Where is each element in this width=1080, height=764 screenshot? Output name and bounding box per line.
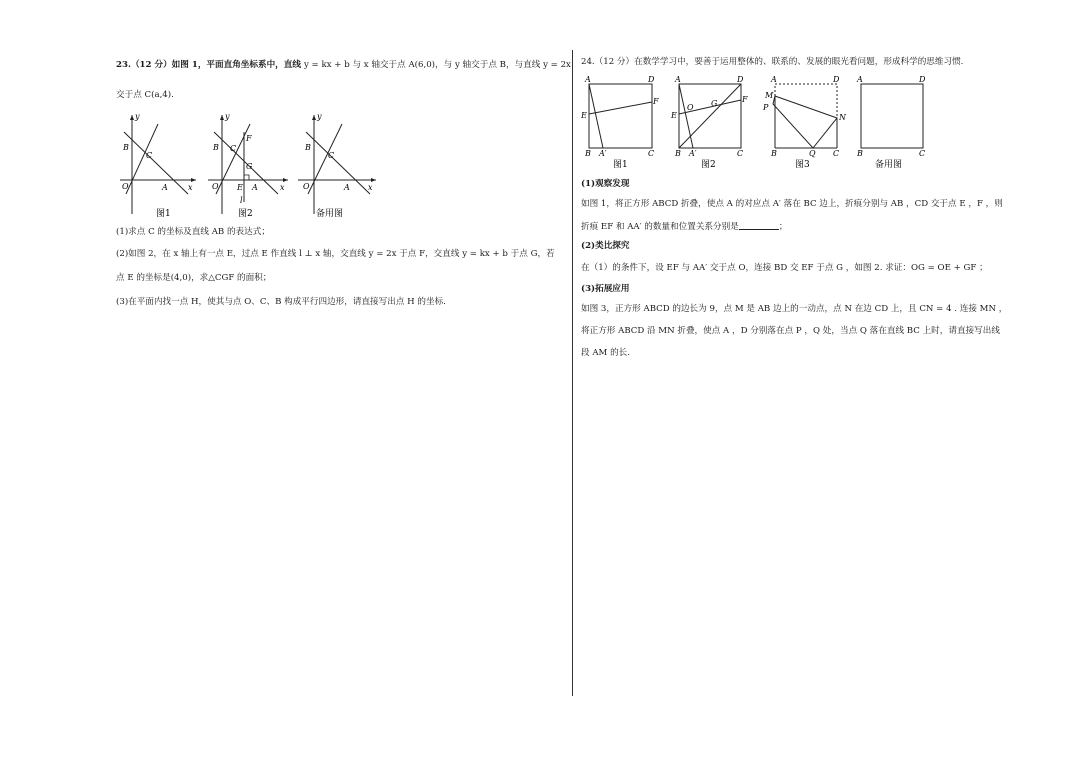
- label-b: B: [585, 149, 591, 158]
- label-b: B: [771, 149, 777, 158]
- label-n: N: [839, 113, 846, 122]
- line-ab: [306, 132, 370, 194]
- folded-shape-mpqn: [773, 96, 837, 148]
- q24-section2-title: (2)类比探究: [581, 241, 630, 251]
- label-y: y: [225, 112, 230, 121]
- label-e: E: [237, 183, 243, 192]
- label-f: F: [742, 95, 748, 104]
- x-axis-arrow-icon: [191, 178, 196, 182]
- line-y-2x: [126, 124, 158, 194]
- label-c: C: [146, 151, 153, 160]
- fold-line-ef: [589, 102, 652, 114]
- label-b: B: [123, 143, 129, 152]
- answer-blank[interactable]: [739, 220, 779, 230]
- caption: 备用图: [875, 160, 903, 170]
- line-y-2x: [308, 124, 342, 194]
- label-c: C: [737, 149, 744, 158]
- caption: 备用图: [316, 209, 344, 219]
- label-d: D: [648, 75, 655, 84]
- line-y-2x: [216, 124, 250, 194]
- label-a: A: [344, 183, 350, 192]
- label-m: M: [765, 91, 774, 100]
- q24-line1: 24.（12 分）在数学学习中，要善于运用整体的、联系的、发展的眼光看问题，形成科学的思维习惯.: [581, 57, 964, 67]
- caption: 图3: [795, 160, 810, 170]
- label-c: C: [648, 149, 655, 158]
- label-y: y: [135, 112, 140, 121]
- q23-part2-line1: (2)如图 2，在 x 轴上有一点 E，过点 E 作直线 l ⊥ x 轴，交直线 y = 2x 于点 F，交直线 y = kx + b 于点 G，若: [116, 249, 555, 259]
- q24-backup-figure: [853, 70, 933, 172]
- label-x: x: [280, 183, 285, 192]
- square-abcd: [861, 84, 923, 148]
- q24-figure-3: [761, 70, 851, 172]
- y-axis-arrow-icon: [220, 115, 224, 120]
- label-e: E: [671, 111, 677, 120]
- label-o: O: [687, 103, 694, 112]
- segment-aa-prime: [589, 84, 603, 148]
- q24-section3-line3: 段 AM 的长.: [581, 348, 630, 358]
- y-axis-arrow-icon: [130, 115, 134, 120]
- q24-section3-title: (3)拓展应用: [581, 284, 630, 294]
- label-g: G: [246, 162, 253, 171]
- label-d: D: [833, 75, 840, 84]
- segment-aa-prime: [679, 84, 693, 148]
- label-a: A: [162, 183, 168, 192]
- caption: 图1: [613, 160, 628, 170]
- caption: 图2: [701, 160, 716, 170]
- q23-figure-1: [116, 110, 198, 220]
- q23-equation: y = kx + b: [303, 60, 350, 70]
- caption: 图1: [156, 209, 171, 219]
- q23-part2-line2: 点 E 的坐标是(4,0)，求△CGF 的面积；: [116, 273, 272, 283]
- label-c: C: [328, 151, 335, 160]
- label-a-prime: A′: [599, 149, 607, 158]
- diagonal-bd: [679, 84, 741, 148]
- label-b: B: [213, 143, 219, 152]
- label-e: E: [581, 111, 587, 120]
- x-axis-arrow-icon: [283, 178, 288, 182]
- caption: 图2: [238, 209, 253, 219]
- line-ab: [124, 132, 188, 194]
- label-b: B: [675, 149, 681, 158]
- label-b: B: [305, 143, 311, 152]
- q24-figure-1: [581, 70, 663, 172]
- label-p: P: [763, 103, 769, 112]
- q24-section3-line1: 如图 3，正方形 ABCD 的边长为 9，点 M 是 AB 边上的一动点，点 N 在边 CD 上，且 CN = 4 . 连接 MN ，: [581, 304, 1008, 314]
- q24-figure-2: [671, 70, 753, 172]
- label-a: A: [252, 183, 258, 192]
- q23-part1: (1)求点 C 的坐标及直线 AB 的表达式；: [116, 227, 270, 237]
- q24-section1-line2: 折痕 EF 和 AA′ 的数量和位置关系分别是 ；: [581, 222, 788, 232]
- label-o: O: [303, 182, 310, 191]
- q23-backup-figure: [294, 110, 378, 220]
- x-axis-arrow-icon: [371, 178, 376, 182]
- q23-line1: 23.（12 分）如图 1，平面直角坐标系中，直线 y = kx + b 与 x 轴交于点 A(6,0)，与 y 轴交于点 B，与直线 y = 2x: [116, 60, 571, 70]
- label-f: F: [653, 97, 659, 106]
- label-a: A: [771, 75, 777, 84]
- label-o: O: [122, 182, 129, 191]
- label-l: l: [240, 196, 243, 205]
- label-d: D: [737, 75, 744, 84]
- label-g: G: [711, 99, 718, 108]
- square-abcd: [589, 84, 652, 148]
- q24-section1-title: (1)观察发现: [581, 179, 630, 189]
- q24-section2-line1: 在（1）的条件下，设 EF 与 AA′ 交于点 O，连接 BD 交 EF 于点 G ，如图 2. 求证：OG = OE + GF ；: [581, 263, 988, 273]
- label-o: O: [212, 182, 219, 191]
- label-a: A: [857, 75, 863, 84]
- label-q: Q: [809, 149, 816, 158]
- label-c: C: [833, 149, 840, 158]
- label-d: D: [919, 75, 926, 84]
- q23-line2: 交于点 C(a,4).: [116, 90, 174, 100]
- label-x: x: [188, 183, 193, 192]
- q24-section3-line2: 将正方形 ABCD 沿 MN 折叠，使点 A ，D 分别落在点 P ，Q 处，当点 Q 落在直线 BC 上时，请直接写出线: [581, 326, 1000, 336]
- column-divider: [572, 50, 573, 696]
- label-b: B: [857, 149, 863, 158]
- right-angle-mark: [244, 175, 249, 180]
- q24-section1-line1: 如图 1，将正方形 ABCD 折叠，使点 A 的对应点 A′ 落在 BC 边上，折痕分别与 AB ，CD 交于点 E ，F ，则: [581, 199, 1003, 209]
- label-y: y: [317, 112, 322, 121]
- label-a-prime: A′: [689, 149, 697, 158]
- y-axis-arrow-icon: [312, 115, 316, 120]
- label-a: A: [675, 75, 681, 84]
- q23-part3: (3)在平面内找一点 H，使其与点 O、C、B 构成平行四边形，请直接写出点 H 的坐标.: [116, 297, 446, 307]
- label-f: F: [246, 134, 252, 143]
- label-x: x: [368, 183, 373, 192]
- label-c: C: [919, 149, 926, 158]
- label-c: C: [230, 144, 237, 153]
- label-a: A: [585, 75, 591, 84]
- q23-figure-2: [204, 110, 290, 220]
